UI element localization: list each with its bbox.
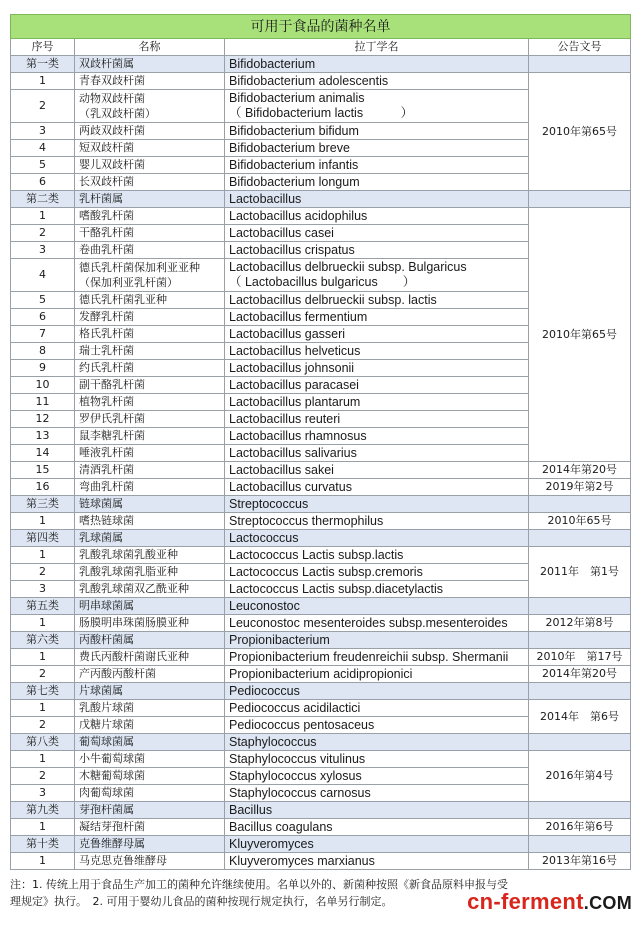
item-name bbox=[75, 259, 225, 292]
category-latin: Streptococcus bbox=[225, 496, 529, 513]
item-no: 5 bbox=[11, 157, 75, 174]
item-latin: Lactobacillus delbrueckii subsp. lactis bbox=[225, 292, 529, 309]
item-no: 2 bbox=[11, 768, 75, 785]
item-latin: Kluyveromyces marxianus bbox=[225, 853, 529, 870]
item-no: 6 bbox=[11, 174, 75, 191]
item-name: 卷曲乳杆菌 bbox=[75, 242, 225, 259]
brand-domain: .COM bbox=[583, 893, 632, 913]
item-name: 清酒乳杆菌 bbox=[75, 462, 225, 479]
item-name: 嗜酸乳杆菌 bbox=[75, 208, 225, 225]
item-name: 植物乳杆菌 bbox=[75, 394, 225, 411]
item-no: 14 bbox=[11, 445, 75, 462]
item-no: 9 bbox=[11, 360, 75, 377]
category-notice: 2014年 第6号 bbox=[529, 700, 631, 734]
item-no: 2 bbox=[11, 717, 75, 734]
item-no: 1 bbox=[11, 73, 75, 90]
item-notice: 2019年第2号 bbox=[529, 479, 631, 496]
item-no: 2 bbox=[11, 90, 75, 123]
category-row bbox=[11, 632, 631, 649]
item-latin: Staphylococcus vitulinus bbox=[225, 751, 529, 768]
item-latin: Staphylococcus xylosus bbox=[225, 768, 529, 785]
brand-watermark bbox=[467, 889, 632, 916]
footnote-line-1: 注：1. 传统上用于食品生产加工的菌种允许继续使用。名单以外的、新菌种按照《新食品原料申报与受 bbox=[10, 878, 508, 891]
item-latin: Pediococcus acidilactici bbox=[225, 700, 529, 717]
item-name: 乳酸片球菌 bbox=[75, 700, 225, 717]
item-no: 1 bbox=[11, 819, 75, 836]
category-row bbox=[11, 191, 631, 208]
item-no: 4 bbox=[11, 259, 75, 292]
item-name: 费氏丙酸杆菌谢氏亚种 bbox=[75, 649, 225, 666]
item-latin: Bifidobacterium infantis bbox=[225, 157, 529, 174]
category-notice-blank bbox=[529, 530, 631, 547]
cell-line: （ Lactobacillus bulgaricus ） bbox=[229, 275, 416, 289]
category-latin: Staphylococcus bbox=[225, 734, 529, 751]
table-row bbox=[11, 208, 631, 225]
strain-table bbox=[10, 14, 631, 870]
col-header-no: 序号 bbox=[11, 39, 75, 56]
item-latin: Lactobacillus gasseri bbox=[225, 326, 529, 343]
table-row bbox=[11, 462, 631, 479]
category-notice-blank bbox=[529, 802, 631, 819]
item-name: 乳酸乳球菌乳脂亚种 bbox=[75, 564, 225, 581]
item-name: 罗伊氏乳杆菌 bbox=[75, 411, 225, 428]
category-latin: Bacillus bbox=[225, 802, 529, 819]
table-row bbox=[11, 513, 631, 530]
category-name: 双歧杆菌属 bbox=[75, 56, 225, 73]
category-notice-blank bbox=[529, 496, 631, 513]
category-notice: 2010年第65号 bbox=[529, 208, 631, 462]
item-no: 1 bbox=[11, 615, 75, 632]
category-notice-blank bbox=[529, 598, 631, 615]
item-latin: Bacillus coagulans bbox=[225, 819, 529, 836]
item-no: 3 bbox=[11, 581, 75, 598]
header-row bbox=[11, 39, 631, 56]
item-name: 瑞士乳杆菌 bbox=[75, 343, 225, 360]
category-notice: 2010年第65号 bbox=[529, 73, 631, 191]
category-name: 链球菌属 bbox=[75, 496, 225, 513]
item-no: 8 bbox=[11, 343, 75, 360]
item-name: 产丙酸丙酸杆菌 bbox=[75, 666, 225, 683]
category-notice: 2011年 第1号 bbox=[529, 547, 631, 598]
item-latin: Bifidobacterium breve bbox=[225, 140, 529, 157]
category-row bbox=[11, 56, 631, 73]
item-latin: Lactobacillus crispatus bbox=[225, 242, 529, 259]
item-latin: Lactobacillus johnsonii bbox=[225, 360, 529, 377]
category-notice: 2013年第16号 bbox=[529, 853, 631, 870]
table-row bbox=[11, 751, 631, 768]
category-notice-blank bbox=[529, 632, 631, 649]
item-name: 副干酪乳杆菌 bbox=[75, 377, 225, 394]
item-no: 3 bbox=[11, 785, 75, 802]
category-notice-blank bbox=[529, 56, 631, 73]
item-no: 11 bbox=[11, 394, 75, 411]
item-latin: Propionibacterium freudenreichii subsp. Shermanii bbox=[225, 649, 529, 666]
table-row bbox=[11, 547, 631, 564]
item-no: 1 bbox=[11, 547, 75, 564]
item-latin: Lactococcus Lactis subsp.lactis bbox=[225, 547, 529, 564]
category-label: 第七类 bbox=[11, 683, 75, 700]
category-latin: Leuconostoc bbox=[225, 598, 529, 615]
category-label: 第一类 bbox=[11, 56, 75, 73]
col-header-name: 名称 bbox=[75, 39, 225, 56]
category-label: 第五类 bbox=[11, 598, 75, 615]
item-latin: Bifidobacterium adolescentis bbox=[225, 73, 529, 90]
category-row bbox=[11, 683, 631, 700]
item-latin: Lactococcus Lactis subsp.diacetylactis bbox=[225, 581, 529, 598]
category-name: 克鲁维酵母属 bbox=[75, 836, 225, 853]
category-label: 第八类 bbox=[11, 734, 75, 751]
category-row bbox=[11, 734, 631, 751]
item-no: 2 bbox=[11, 564, 75, 581]
category-latin: Bifidobacterium bbox=[225, 56, 529, 73]
category-latin: Lactobacillus bbox=[225, 191, 529, 208]
item-latin: Lactobacillus sakei bbox=[225, 462, 529, 479]
table-row bbox=[11, 649, 631, 666]
category-row bbox=[11, 530, 631, 547]
category-latin: Propionibacterium bbox=[225, 632, 529, 649]
item-no: 10 bbox=[11, 377, 75, 394]
item-latin: Propionibacterium acidipropionici bbox=[225, 666, 529, 683]
category-label: 第十类 bbox=[11, 836, 75, 853]
item-latin: Lactobacillus casei bbox=[225, 225, 529, 242]
item-latin: Bifidobacterium bifidum bbox=[225, 123, 529, 140]
item-latin: Lactobacillus curvatus bbox=[225, 479, 529, 496]
cell-line: 动物双歧杆菌 bbox=[79, 92, 145, 105]
item-no: 7 bbox=[11, 326, 75, 343]
table-row bbox=[11, 700, 631, 717]
item-name: 青春双歧杆菌 bbox=[75, 73, 225, 90]
item-name: 小牛葡萄球菌 bbox=[75, 751, 225, 768]
item-no: 1 bbox=[11, 513, 75, 530]
category-notice-blank bbox=[529, 734, 631, 751]
item-no: 1 bbox=[11, 853, 75, 870]
table-row bbox=[11, 615, 631, 632]
item-name: 嗜热链球菌 bbox=[75, 513, 225, 530]
footnote-line-2: 理规定》执行。 2. 可用于婴幼儿食品的菌种按现行规定执行，名单另行制定。 bbox=[10, 895, 393, 908]
category-name: 片球菌属 bbox=[75, 683, 225, 700]
item-name: 长双歧杆菌 bbox=[75, 174, 225, 191]
category-name: 乳杆菌属 bbox=[75, 191, 225, 208]
item-name: 两歧双歧杆菌 bbox=[75, 123, 225, 140]
item-name: 德氏乳杆菌乳亚种 bbox=[75, 292, 225, 309]
brand-name: cn-ferment bbox=[467, 889, 584, 914]
item-latin: Pediococcus pentosaceus bbox=[225, 717, 529, 734]
item-no: 3 bbox=[11, 242, 75, 259]
table-row bbox=[11, 666, 631, 683]
category-name: 明串球菌属 bbox=[75, 598, 225, 615]
item-name: 戊糖片球菌 bbox=[75, 717, 225, 734]
item-name: 肉葡萄球菌 bbox=[75, 785, 225, 802]
cell-line: Lactobacillus delbrueckii subsp. Bulgaricus bbox=[229, 260, 467, 274]
item-name: 干酪乳杆菌 bbox=[75, 225, 225, 242]
table-row bbox=[11, 73, 631, 90]
item-name: 乳酸乳球菌乳酸亚种 bbox=[75, 547, 225, 564]
item-latin: Lactobacillus rhamnosus bbox=[225, 428, 529, 445]
table-row bbox=[11, 479, 631, 496]
item-name: 乳酸乳球菌双乙酰亚种 bbox=[75, 581, 225, 598]
item-name: 鼠李糖乳杆菌 bbox=[75, 428, 225, 445]
category-label: 第六类 bbox=[11, 632, 75, 649]
category-notice: 2016年第6号 bbox=[529, 819, 631, 836]
item-name: 短双歧杆菌 bbox=[75, 140, 225, 157]
item-no: 15 bbox=[11, 462, 75, 479]
item-no: 3 bbox=[11, 123, 75, 140]
category-notice-blank bbox=[529, 683, 631, 700]
strain-list-sheet bbox=[10, 14, 630, 870]
item-no: 12 bbox=[11, 411, 75, 428]
item-notice: 2014年第20号 bbox=[529, 666, 631, 683]
item-no: 1 bbox=[11, 751, 75, 768]
category-row bbox=[11, 836, 631, 853]
item-name: 唾液乳杆菌 bbox=[75, 445, 225, 462]
item-name: 约氏乳杆菌 bbox=[75, 360, 225, 377]
item-notice: 2014年第20号 bbox=[529, 462, 631, 479]
item-name: 弯曲乳杆菌 bbox=[75, 479, 225, 496]
item-latin: Lactobacillus salivarius bbox=[225, 445, 529, 462]
item-no: 1 bbox=[11, 649, 75, 666]
item-latin: Lactobacillus helveticus bbox=[225, 343, 529, 360]
item-no: 13 bbox=[11, 428, 75, 445]
category-label: 第二类 bbox=[11, 191, 75, 208]
item-latin: Staphylococcus carnosus bbox=[225, 785, 529, 802]
category-label: 第四类 bbox=[11, 530, 75, 547]
category-name: 乳球菌属 bbox=[75, 530, 225, 547]
table-row bbox=[11, 853, 631, 870]
category-name: 葡萄球菌属 bbox=[75, 734, 225, 751]
cell-line: （乳双歧杆菌） bbox=[79, 107, 156, 120]
item-name: 木糖葡萄球菌 bbox=[75, 768, 225, 785]
item-no: 6 bbox=[11, 309, 75, 326]
item-latin: Lactobacillus fermentium bbox=[225, 309, 529, 326]
category-label: 第三类 bbox=[11, 496, 75, 513]
item-no: 1 bbox=[11, 700, 75, 717]
col-header-notice: 公告文号 bbox=[529, 39, 631, 56]
category-notice: 2012年第8号 bbox=[529, 615, 631, 632]
item-no: 5 bbox=[11, 292, 75, 309]
category-row bbox=[11, 802, 631, 819]
cell-line: 德氏乳杆菌保加利亚亚种 bbox=[79, 261, 200, 274]
item-latin: Leuconostoc mesenteroides subsp.mesenteroides bbox=[225, 615, 529, 632]
item-no: 2 bbox=[11, 666, 75, 683]
item-name: 婴儿双歧杆菌 bbox=[75, 157, 225, 174]
category-latin: Kluyveromyces bbox=[225, 836, 529, 853]
item-latin: Lactobacillus reuteri bbox=[225, 411, 529, 428]
category-notice-blank bbox=[529, 836, 631, 853]
category-row bbox=[11, 496, 631, 513]
item-latin: Lactococcus Lactis subsp.cremoris bbox=[225, 564, 529, 581]
item-latin: Lactobacillus acidophilus bbox=[225, 208, 529, 225]
category-name: 芽孢杆菌属 bbox=[75, 802, 225, 819]
item-name: 马克思克鲁维酵母 bbox=[75, 853, 225, 870]
cell-line: （ Bifidobacterium lactis ） bbox=[229, 106, 414, 120]
item-latin: Streptococcus thermophilus bbox=[225, 513, 529, 530]
item-name: 凝结芽孢杆菌 bbox=[75, 819, 225, 836]
col-header-latin: 拉丁学名 bbox=[225, 39, 529, 56]
item-name: 肠膜明串珠菌肠膜亚种 bbox=[75, 615, 225, 632]
item-no: 4 bbox=[11, 140, 75, 157]
item-no: 2 bbox=[11, 225, 75, 242]
item-name: 发酵乳杆菌 bbox=[75, 309, 225, 326]
item-latin bbox=[225, 90, 529, 123]
category-latin: Pediococcus bbox=[225, 683, 529, 700]
category-notice: 2010年65号 bbox=[529, 513, 631, 530]
item-notice: 2010年 第17号 bbox=[529, 649, 631, 666]
item-latin: Lactobacillus paracasei bbox=[225, 377, 529, 394]
item-name bbox=[75, 90, 225, 123]
cell-line: Bifidobacterium animalis bbox=[229, 91, 365, 105]
category-name: 丙酸杆菌属 bbox=[75, 632, 225, 649]
table-title: 可用于食品的菌种名单 bbox=[11, 15, 631, 39]
cell-line: （保加利亚乳杆菌） bbox=[79, 276, 178, 289]
category-row bbox=[11, 598, 631, 615]
category-label: 第九类 bbox=[11, 802, 75, 819]
item-latin bbox=[225, 259, 529, 292]
item-latin: Lactobacillus plantarum bbox=[225, 394, 529, 411]
item-name: 格氏乳杆菌 bbox=[75, 326, 225, 343]
table-row bbox=[11, 819, 631, 836]
item-no: 1 bbox=[11, 208, 75, 225]
category-latin: Lactococcus bbox=[225, 530, 529, 547]
category-notice-blank bbox=[529, 191, 631, 208]
item-latin: Bifidobacterium longum bbox=[225, 174, 529, 191]
item-no: 16 bbox=[11, 479, 75, 496]
category-notice: 2016年第4号 bbox=[529, 751, 631, 802]
